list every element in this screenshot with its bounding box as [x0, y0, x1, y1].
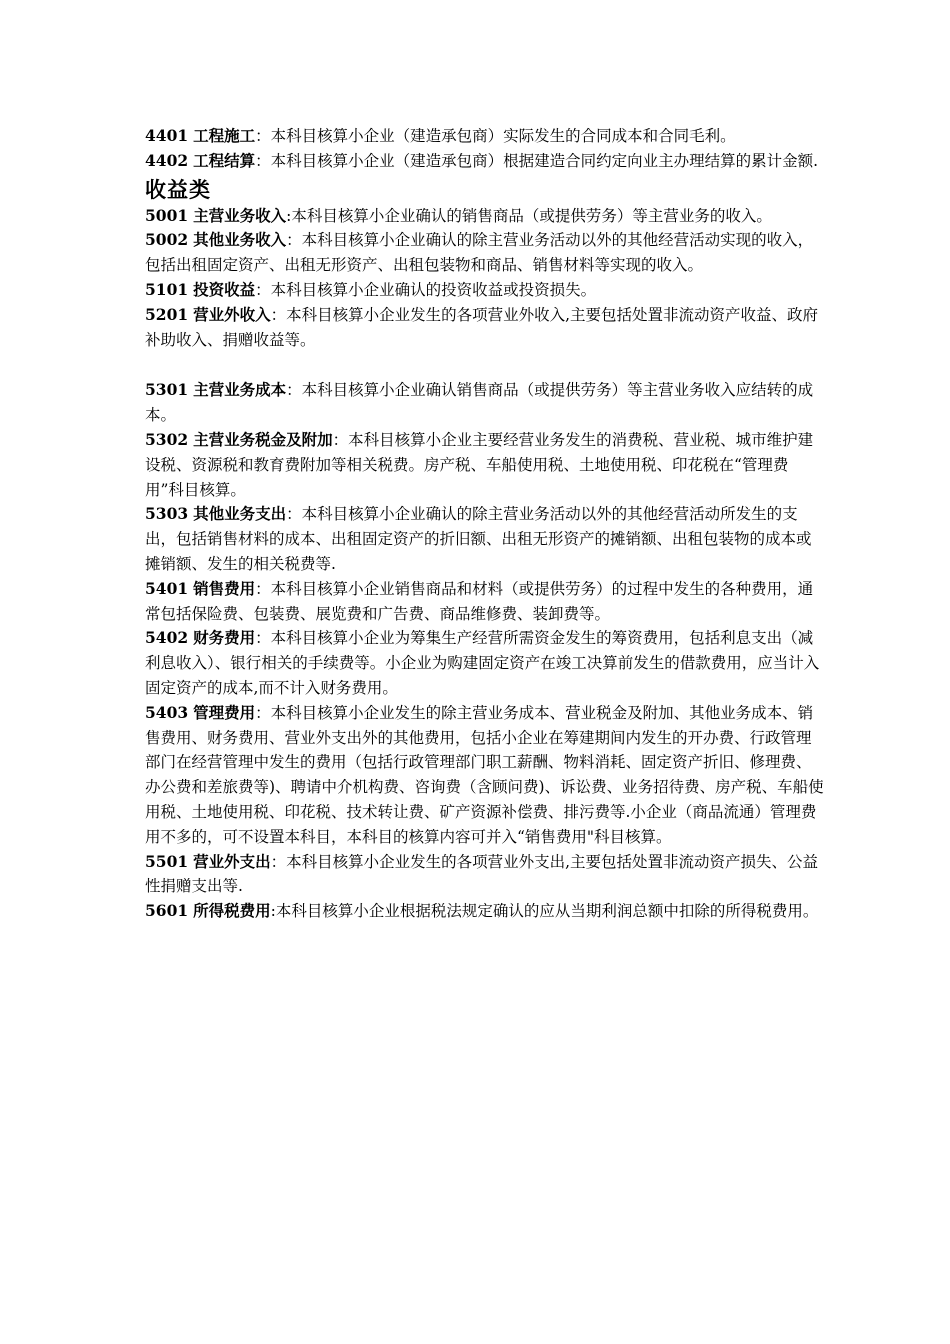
account-code: 5002 [145, 230, 189, 250]
account-description: 本科目核算小企业根据税法规定确认的应从当期利润总额中扣除的所得税费用。 [275, 902, 819, 921]
account-term: 管理费用 [193, 702, 256, 722]
separator: ： [270, 852, 287, 871]
separator: ： [255, 127, 271, 145]
account-entry-5303 [145, 502, 825, 576]
account-description: 本科目核算小企业发生的各项营业外收入,主要包括处置非流动资产收益、政府补助收入、捐赠收益等。 [145, 305, 819, 349]
account-code: 5601 [145, 901, 189, 921]
account-description: 本科目核算小企业主要经营业务发生的消费税、营业税、城市维护建设税、资源税和教育费附加等相关税费。房产税、车船使用税、土地使用税、印花税在“管理费用”科目核算。 [145, 430, 814, 499]
account-code: 5302 [145, 429, 189, 449]
account-term: 其他业务收入 [193, 230, 287, 250]
account-code: 5001 [145, 205, 189, 225]
account-code: 5101 [145, 279, 189, 299]
account-entry-5302 [145, 428, 825, 502]
account-term: 工程施工 [193, 126, 256, 145]
account-code: 5301 [145, 380, 189, 400]
separator: : [270, 902, 276, 921]
blank-line [145, 352, 825, 378]
construction-entries [145, 124, 825, 174]
section-heading: 收益类 [145, 176, 211, 202]
account-description: 本科目核算小企业（建造承包商）根据建造合同约定向业主办理结算的累计金额. [270, 151, 819, 170]
account-description: 本科目核算小企业（建造承包商）实际发生的合同成本和合同毛利。 [270, 127, 736, 145]
separator: ： [332, 430, 349, 449]
account-entry-5101 [145, 278, 825, 303]
account-entry-4402 [145, 149, 825, 174]
account-code: 5402 [145, 628, 189, 648]
account-term: 主营业务收入 [193, 205, 287, 225]
expense-entries [145, 378, 825, 924]
separator: ： [255, 629, 271, 648]
account-term: 工程结算 [193, 150, 256, 170]
account-description: 本科目核算小企业销售商品和材料（或提供劳务）的过程中发生的各种费用，通常包括保险费、包装费、展览费和广告费、商品维修费、装卸费等。 [145, 579, 814, 623]
separator: ： [286, 231, 302, 250]
account-entry-5001 [145, 204, 825, 229]
account-term: 所得税费用 [193, 901, 271, 921]
account-code: 5303 [145, 504, 189, 524]
separator: ： [255, 703, 271, 722]
account-entry-5402 [145, 626, 825, 700]
account-entry-5601 [145, 899, 825, 924]
account-code: 5401 [145, 578, 189, 598]
account-description: 本科目核算小企业确认的销售商品（或提供劳务）等主营业务的收入。 [291, 206, 772, 225]
account-description: 本科目核算小企业确认销售商品（或提供劳务）等主营业务收入应结转的成本。 [145, 381, 814, 425]
document-page [145, 124, 825, 924]
account-code: 4401 [145, 126, 189, 145]
account-entry-5002 [145, 228, 825, 278]
account-term: 主营业务成本 [193, 380, 287, 400]
account-term: 销售费用 [193, 578, 256, 598]
account-description: 本科目核算小企业为筹集生产经营所需资金发生的筹资费用，包括利息支出（减利息收入）、银行相关的手续费等。小企业为购建固定资产在竣工决算前发生的借款费用，应当计入固定资产的成本,而不计入财务费用。 [145, 629, 820, 697]
separator: ： [255, 280, 271, 299]
account-entry-4401 [145, 124, 825, 149]
account-term: 其他业务支出 [193, 504, 287, 524]
account-code: 4402 [145, 150, 189, 170]
separator: ： [286, 381, 302, 400]
account-description: 本科目核算小企业确认的除主营业务活动以外的其他经营活动实现的收入，包括出租固定资产、出租无形资产、出租包装物和商品、销售材料等实现的收入。 [145, 231, 814, 275]
separator: ： [286, 505, 302, 524]
account-description: 本科目核算小企业确认的除主营业务活动以外的其他经营活动所发生的支出，包括销售材料的成本、出租固定资产的折旧额、出租无形资产的摊销额、出租包装物的成本或摊销额、发生的相关税费等. [145, 505, 812, 573]
account-description: 本科目核算小企业确认的投资收益或投资损失。 [270, 280, 597, 299]
account-description: 本科目核算小企业发生的各项营业外支出,主要包括处置非流动资产损失、公益性捐赠支出等. [145, 852, 819, 896]
account-term: 财务费用 [193, 628, 256, 648]
account-term: 主营业务税金及附加 [193, 429, 333, 449]
account-term: 投资收益 [193, 279, 256, 299]
account-code: 5403 [145, 702, 189, 722]
separator: ： [255, 579, 271, 598]
account-code: 5201 [145, 304, 189, 324]
account-entry-5401 [145, 577, 825, 627]
account-code: 5501 [145, 851, 189, 871]
account-description: 本科目核算小企业发生的除主营业务成本、营业税金及附加、其他业务成本、销售费用、财务费用、营业外支出外的其他费用，包括小企业在筹建期间内发生的开办费、行政管理部门在经营管理中发生的费用（包括行政管理部门职工薪酬、物料消耗、固定资产折旧、修理费、办公费和差旅费等)、聘请中介机构费、咨询费（含顾问费)、诉讼费、业务招待费、房产税、车船使用税、土地使用税、印花税、技术转让费、矿产资源补偿费、排污费等.小企业（商品流通）管理费用不多的，可不设置本科目，本科目的核算内容可并入“销售费用"科目核算。 [145, 703, 824, 846]
separator: ： [270, 305, 287, 324]
separator: : [286, 206, 292, 225]
account-entry-5501 [145, 850, 825, 900]
account-term: 营业外收入 [193, 304, 271, 324]
account-entry-5201 [145, 303, 825, 353]
account-entry-5301 [145, 378, 825, 428]
account-entry-5403 [145, 701, 825, 850]
account-term: 营业外支出 [193, 851, 271, 871]
separator: ： [255, 151, 271, 170]
income-entries [145, 204, 825, 353]
